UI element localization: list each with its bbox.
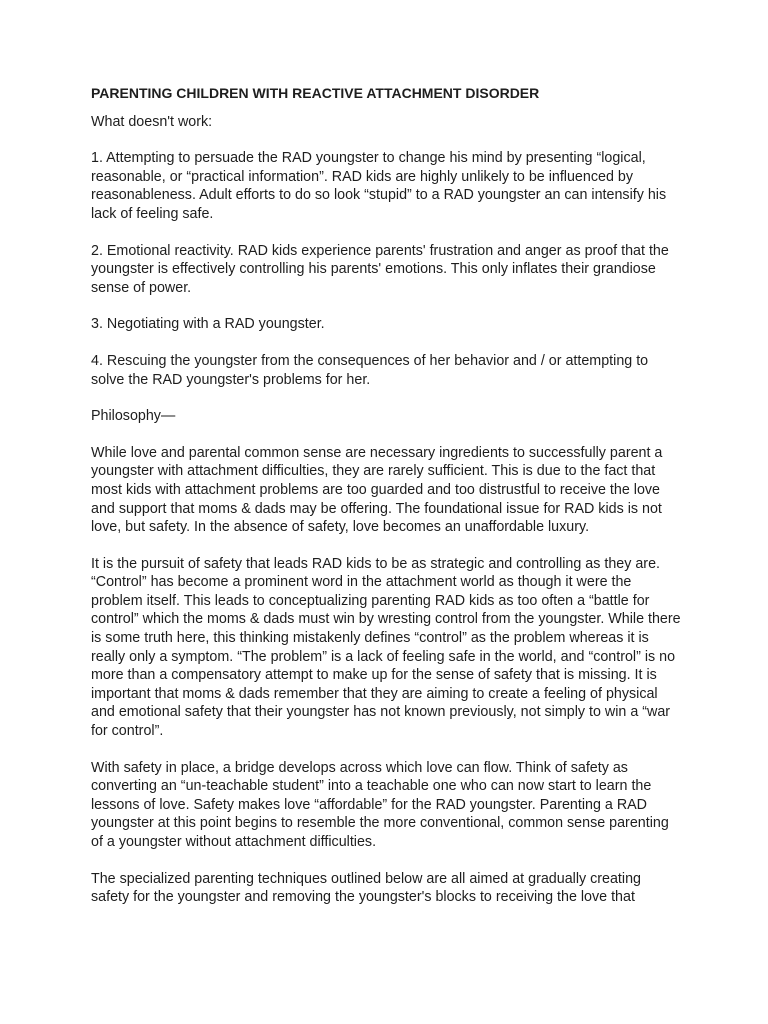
paragraph-what-doesnt-work: What doesn't work: bbox=[91, 113, 213, 130]
paragraph-item-3: 3. Negotiating with a RAD youngster. bbox=[91, 316, 325, 333]
paragraph-philosophy-heading: Philosophy— bbox=[91, 408, 176, 425]
paragraph-bridge: With safety in place, a bridge develops across which love can flow. Think of safety as converting an “un-teachable student” into a teachable one who can now start to learn the lessons of love. Safety makes love “affordable” for the RAD youngster. Parenting a RAD youngster at this point begins to resemble the more conventional, common sense parenting of a youngster without attachment difficulties. bbox=[91, 759, 669, 850]
paragraph-love-and-safety: While love and parental common sense are necessary ingredients to successfully parent a youngster with attachment difficulties, they are rarely sufficient. This is due to the fact that most kids with attachment problems are too guarded and too distrustful to receive the love and support that moms & dads may be offering. The foundational issue for RAD kids is not love, but safety. In the absence of safety, love becomes an unaffordable luxury. bbox=[91, 444, 663, 536]
paragraph-item-2: 2. Emotional reactivity. RAD kids experience parents' frustration and anger as proof that the youngster is effectively controlling his parents' emotions. This only inflates their grandiose sense of power. bbox=[91, 242, 669, 296]
document-title: PARENTING CHILDREN WITH REACTIVE ATTACHMENT DISORDER bbox=[91, 85, 540, 101]
paragraph-item-1: 1. Attempting to persuade the RAD youngster to change his mind by presenting “logical, reasonable, or “practical information”. RAD kids are highly unlikely to be influenced by reasonableness. Adult efforts to do so look “stupid” to a RAD youngster an can intensify his lack of feeling safe. bbox=[91, 150, 667, 222]
document-page bbox=[91, 84, 681, 925]
paragraph-pursuit-of-safety: It is the pursuit of safety that leads RAD kids to be as strategic and controlling as they are. “Control” has become a prominent word in the attachment world as though it were the problem itself. This leads to conceptualizing parenting RAD kids as too often a “battle for control” which the moms & dads must win by wresting control from the youngster. While there is some truth here, this thinking mistakenly defines “control” as the problem whereas it is really only a symptom. “The problem” is a lack of feeling safe in the world, and “control” is no more than a compensatory attempt to make up for the sense of safety that is missing. It is important that moms & dads remember that they are aiming to create a feeling of physical and emotional safety that their youngster has not known previously, not simply to win a “war for control”. bbox=[91, 555, 681, 740]
paragraph-techniques: The specialized parenting techniques outlined below are all aimed at gradually creating safety for the youngster and removing the youngster's blocks to receiving the love that bbox=[91, 870, 641, 906]
paragraph-item-4: 4. Rescuing the youngster from the consequences of her behavior and / or attempting to solve the RAD youngster's problems for her. bbox=[91, 352, 649, 388]
